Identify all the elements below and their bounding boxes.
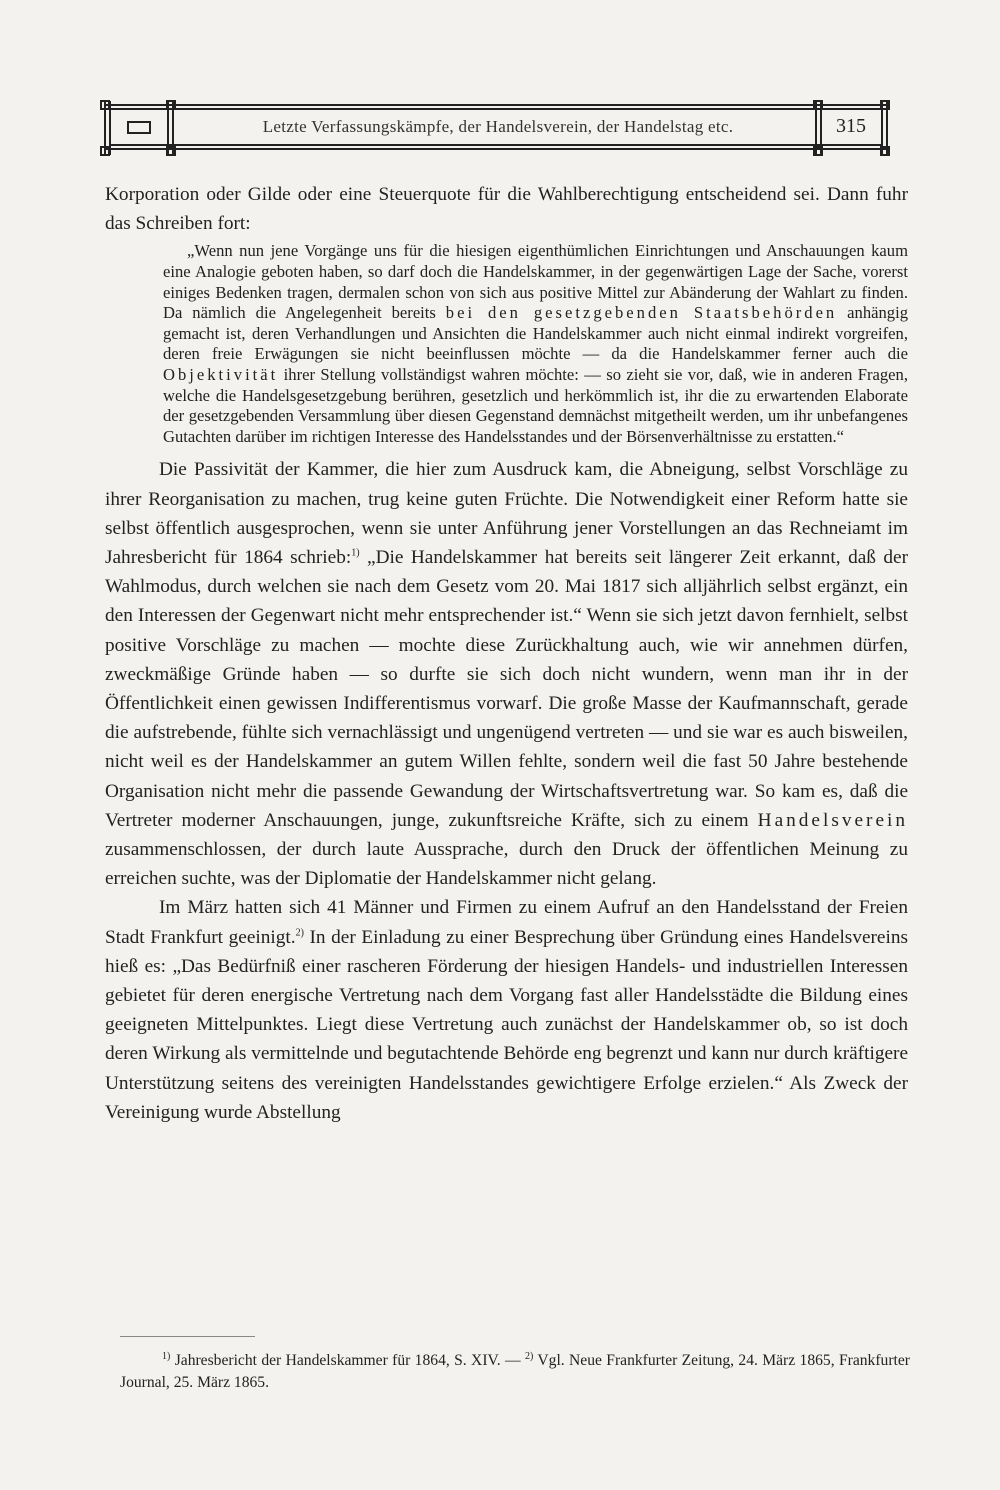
paragraph-2 [105, 455, 908, 893]
footnote-ref-2: 2) [295, 927, 304, 939]
page-header [100, 97, 892, 157]
footnote-1: Jahresbericht der Handelskammer für 1864, S. XIV. — [170, 1352, 525, 1369]
p2-part-a: Die Passivität der Kammer, die hier zum Ausdruck kam, die Abneigung, selbst Vorschläge zu ihrer Reorganisation zu machen, trug keine guten Früchte. Die Notwendigkeit einer Reform hatte sie selbst öffentlich ausgesprochen, wenn sie unter Anführung jener Vorstellungen an das Rechneiamt im Jahresbericht für 1864 schrieb: [105, 459, 908, 568]
page-number: 315 [836, 115, 866, 137]
quote-part-e: ihrer Stellung vollständigst wahren möchte: — so zieht sie vor, daß, wie in anderen Fragen, welche die Handelsgesetzgebung berühren, gesetzlich und herkömmlich ist, ihr die zu erwartenden Elaborate der gesetzgebenden Versammlung über diesen Gegenstand demnächst mitgetheilt werden, um ihr unbefangenes Gutachten darüber im richtigen Interesse des Handelsstandes und der Börsenverhältnisse zu erstatten.“ [163, 364, 908, 446]
p3-part-b: In der Einladung zu einer Besprechung über Gründung eines Handelsvereins hieß es: „Das Bedürfniß einer rascheren Förderung der hiesigen Handels- und industriellen Interessen gebietet für deren energische Vertretung nach dem Vorgang fast aller Handelsstädte die Bildung eines geeigneten Mittelpunktes. Liegt diese Vertretung auch zunächst der Handelskammer ob, so ist doch deren Wirkung als vermittelnde und begutachtende Behörde eng begrenzt und kann nur durch kräftigere Unterstützung seitens des vereinigten Handelsstandes gewichtigere Erfolge erzielen.“ Als Zweck der Vereinigung wurde Abstellung [105, 926, 908, 1123]
footnote-mark-2: 2) [524, 1350, 534, 1362]
p2-part-c: zusammenschlossen, der durch laute Aussprache, durch den Druck der öffentlichen Meinung zu erreichen suchte, was der Diplomatie der Handelskammer nicht gelang. [105, 838, 908, 890]
footnote-2: Vgl. Neue Frankfurter Zeitung, 24. März 1865, Frankfurter Journal, 25. März 1865. [120, 1352, 910, 1391]
quote-spaced-2: Objektivität [163, 364, 279, 384]
quote-spaced-1: bei den gesetzgebenden Staatsbehörden [445, 303, 838, 323]
paragraph-3 [105, 893, 908, 1127]
footnote-text [120, 1350, 910, 1394]
quote-part-c: anhängig gemacht ist, deren Verhandlungen und Ansichten die Handelskammer auch nicht einmal indirekt vorgreifen, deren freie Erwägungen sie nicht beeinflussen möchte — da die Handelskammer ferner auch die [163, 303, 908, 364]
p2-spaced: Handelsverein [757, 809, 908, 831]
p2-part-b: „Die Handelskammer hat bereits seit längerer Zeit erkannt, daß der Wahlmodus, durch welchen sie nach dem Gesetz vom 20. Mai 1817 sich alljährlich selbst ergänzt, ein den Interessen der Gegenwart nicht mehr entsprechender ist.“ Wenn sie sich jetzt davon fernhielt, selbst positive Vorschläge zu machen — mochte diese Zurückhaltung auch, wie wir annehmen dürfen, zweckmäßige Gründe haben — so durfte sie sich doch nicht wundern, wenn man ihr in der Öffentlichkeit einen gewissen Indifferentismus vorwarf. Die große Masse der Kaufmannschaft, gerade die aufstrebende, fühlte sich vernachlässigt und ungenügend vertreten — und sie war es auch bisweilen, nicht weil es der Handelskammer an gutem Willen fehlte, sondern weil die fast 50 Jahre bestehende Organisation nicht mehr die passende Gewandung der Wirtschaftsvertretung war. So kam es, daß die Vertreter moderner Anschauungen, junge, zukunftsreiche Kräfte, sich zu einem [105, 546, 908, 831]
p3-part-a: Im März hatten sich 41 Männer und Firmen zu einem Aufruf an den Handelsstand der Freien Stadt Frankfurt geeinigt. [105, 897, 908, 948]
quote-part-a: „Wenn nun jene Vorgänge uns für die hiesigen eigenthümlichen Einrichtungen und Anschauungen kaum eine Analogie geboten haben, so darf doch die Handelskammer, in der gegenwärtigen Lage der Sache, vorerst einiges Bedenken tragen, dermalen schon von sich aus positive Mittel zur Abänderung der Wahlart zu finden. Da nämlich die Angelegenheit bereits [163, 241, 908, 323]
footnote-mark-1: 1) [162, 1350, 171, 1362]
running-title: Letzte Verfassungskämpfe, der Handelsverein, der Handelstag etc. [262, 117, 734, 136]
footnotes [120, 1350, 910, 1394]
body-text [105, 180, 908, 1127]
quoted-letter [163, 241, 908, 447]
footnote-ref-1: 1) [351, 547, 360, 559]
paragraph-1: Korporation oder Gilde oder eine Steuerquote für die Wahlberechtigung entscheidend sei. Dann fuhr das Schreiben fort: [105, 184, 908, 235]
footnote-divider [120, 1336, 255, 1337]
